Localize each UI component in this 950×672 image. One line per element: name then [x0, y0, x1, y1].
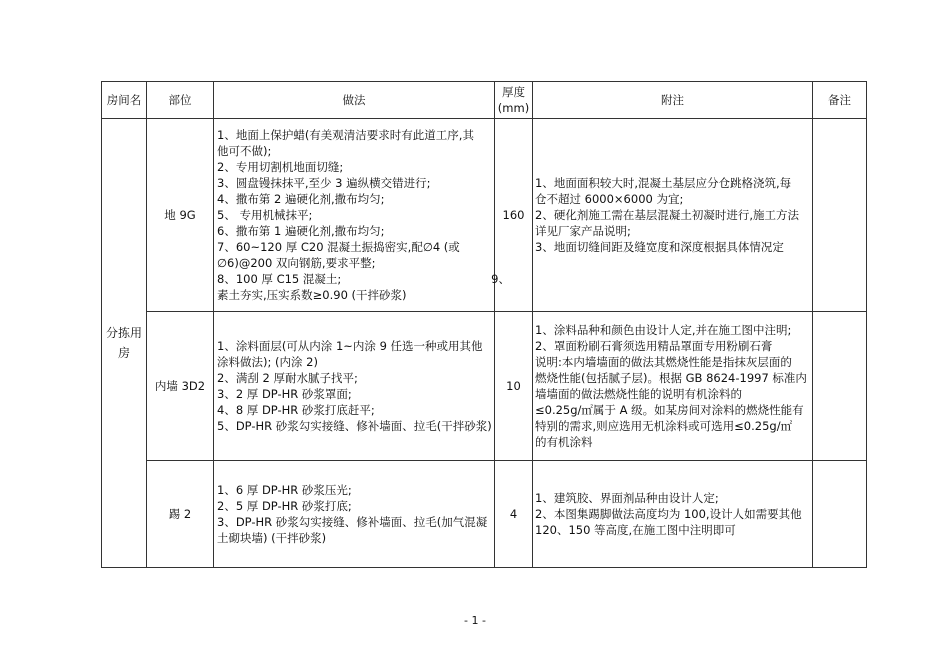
remark-cell [813, 461, 867, 568]
table-row [102, 119, 867, 312]
method-line: ∅6)@200 双向钢筋,要求平整; [217, 256, 376, 270]
part-cell: 踢 2 [147, 461, 214, 568]
remark-cell [813, 312, 867, 461]
method-line: 2、5 厚 DP-HR 砂浆打底; [217, 499, 352, 513]
method-line: 涂料做法); (内涂 2) [217, 355, 318, 369]
room-name: 分拣用房 [106, 326, 143, 360]
method-cell [214, 461, 495, 568]
method-line: 土砌块墙) (干拌砂浆) [217, 531, 327, 545]
note-line: 120、150 等高度,在施工图中注明即可 [535, 523, 736, 537]
note-line: 2、本图集踢脚做法高度均为 100,设计人如需要其他 [535, 507, 802, 521]
method-line: 他可不做); [217, 144, 272, 158]
method-line: 4、撒布第 2 遍硬化剂,撒布均匀; [217, 192, 385, 206]
construction-spec-table [101, 81, 867, 568]
note-line: 3、地面切缝间距及缝宽度和深度根据具体情况定 [535, 240, 784, 254]
method-line: 2、专用切割机地面切缝; [217, 160, 344, 174]
header-part: 部位 [147, 82, 214, 119]
note-line: ≤0.25g/㎡属于 A 级。如某房间对涂料的燃烧性能有 [535, 403, 804, 417]
note-line: 1、涂料品种和颜色由设计人定,并在施工图中注明; [535, 323, 792, 337]
thickness-cell: 160 [495, 119, 533, 312]
method-line: 3、2 厚 DP-HR 砂浆罩面; [217, 387, 352, 401]
note-line: 详见厂家产品说明; [535, 224, 631, 238]
method-line: 8、100 厚 C15 混凝土; 9、 [217, 272, 510, 286]
header-thickness-unit: (mm) [497, 101, 530, 115]
notes-cell [533, 461, 813, 568]
header-thickness [495, 82, 533, 119]
header-room: 房间名 [102, 82, 147, 119]
note-line: 仓不超过 6000×6000 为宜; [535, 192, 684, 206]
note-line: 2、罩面粉刷石膏须选用精品罩面专用粉刷石膏 [535, 339, 773, 353]
method-line: 3、圆盘镘抹抹平,至少 3 遍纵横交错进行; [217, 176, 431, 190]
method-line: 5、DP-HR 砂浆勾实接缝、修补墙面、拉毛(干拌砂浆) [217, 419, 492, 433]
note-line: 1、地面面积较大时,混凝土基层应分仓跳格浇筑,每 [535, 176, 792, 190]
remark-cell [813, 119, 867, 312]
note-line: 墙墙面的做法燃烧性能的说明有机涂料的 [535, 387, 742, 401]
method-line: 1、6 厚 DP-HR 砂浆压光; [217, 483, 352, 497]
method-line: 2、满刮 2 厚耐水腻子找平; [217, 371, 358, 385]
header-remarks: 备注 [813, 82, 867, 119]
note-line: 特别的需求,则应选用无机涂料或可选用≤0.25g/㎡ [535, 419, 793, 433]
part-cell: 地 9G [147, 119, 214, 312]
method-line: 素土夯实,压实系数≥0.90 (干拌砂浆) [217, 288, 407, 302]
method-cell [214, 119, 510, 312]
note-line: 1、建筑胶、界面剂品种由设计人定; [535, 491, 719, 505]
page-number: - 1 - [464, 614, 486, 627]
method-line: 7、60~120 厚 C20 混凝土振捣密实,配∅4 (或 [217, 240, 460, 254]
thickness-cell: 10 [495, 312, 533, 461]
table-row [102, 312, 867, 461]
method-line: 5、 专用机械抹平; [217, 208, 313, 222]
notes-cell [533, 312, 813, 461]
method-line: 3、DP-HR 砂浆勾实接缝、修补墙面、拉毛(加气混凝 [217, 515, 488, 529]
table-row [102, 461, 867, 568]
method-line: 4、8 厚 DP-HR 砂浆打底赶平; [217, 403, 375, 417]
notes-cell [533, 119, 813, 312]
thickness-cell: 4 [495, 461, 533, 568]
method-line: 6、撒布第 1 遍硬化剂,撒布均匀; [217, 224, 385, 238]
room-name-cell [102, 119, 147, 568]
header-thickness-label: 厚度 [502, 85, 525, 99]
note-line: 燃烧性能(包括腻子层)。根据 GB 8624-1997 标准内 [535, 371, 807, 385]
note-line: 说明:本内墙墙面的做法其燃烧性能是指抹灰层面的 [535, 355, 792, 369]
method-line: 1、地面上保护蜡(有美观清洁要求时有此道工序,其 [217, 128, 474, 142]
part-cell: 内墙 3D2 [147, 312, 214, 461]
method-cell [214, 312, 495, 461]
method-line: 1、涂料面层(可从内涂 1~内涂 9 任选一种或用其他 [217, 339, 483, 353]
note-line: 的有机涂料 [535, 435, 593, 449]
header-method: 做法 [214, 82, 495, 119]
table-header-row [102, 82, 867, 119]
note-line: 2、硬化剂施工需在基层混凝土初凝时进行,施工方法 [535, 208, 799, 222]
header-notes: 附注 [533, 82, 813, 119]
